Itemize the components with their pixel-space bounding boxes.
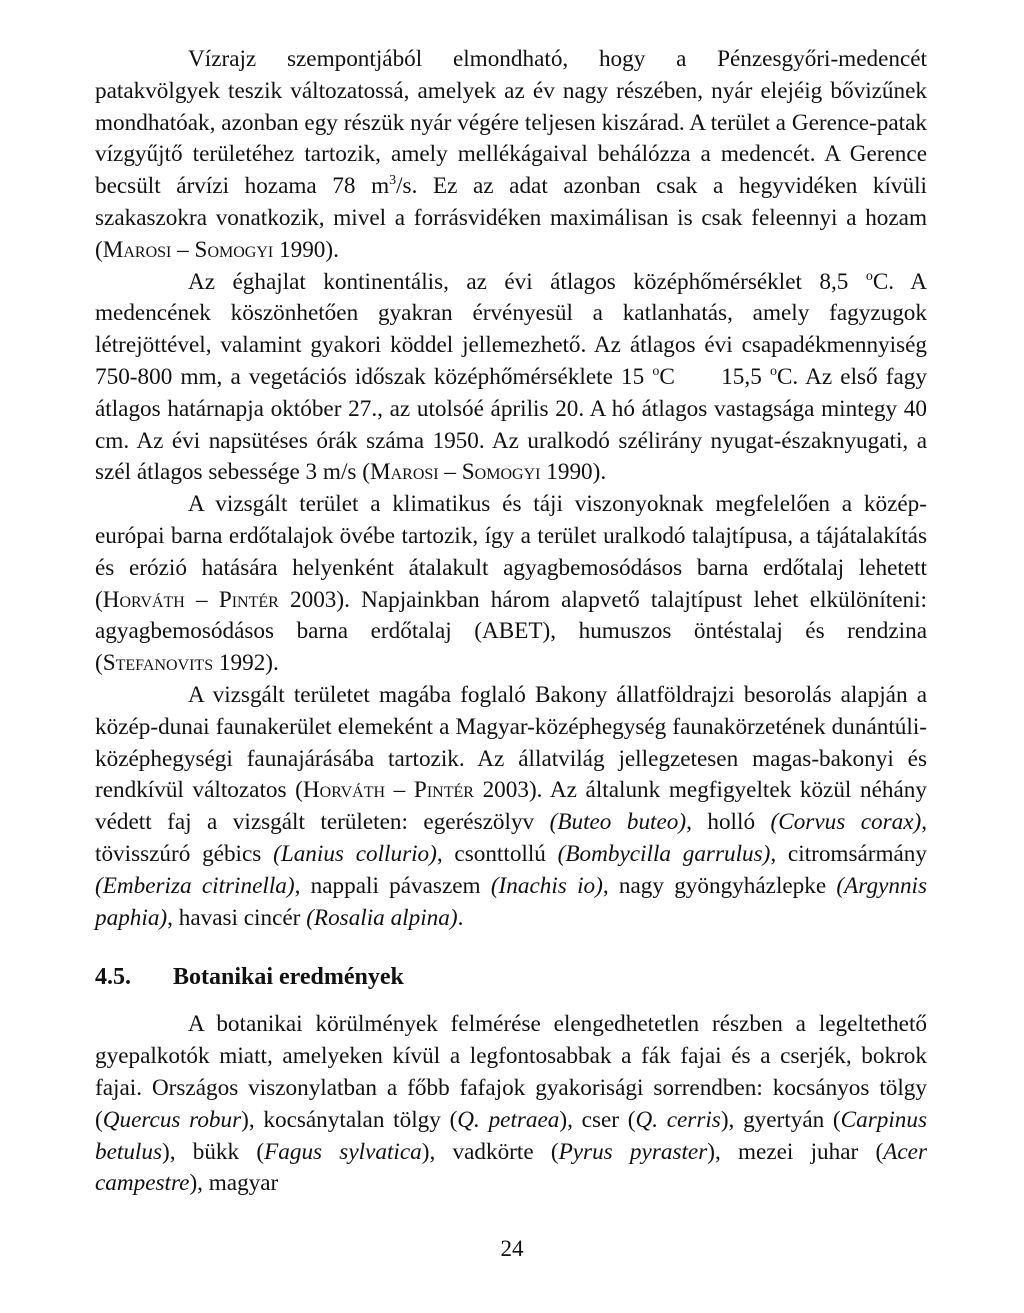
superscript: o: [769, 363, 777, 379]
paragraph-hydrography: [95, 44, 927, 267]
species-name: Quercus robur: [102, 1106, 242, 1133]
text-run: , nappali pávaszem: [294, 872, 491, 899]
paragraph-botany: [95, 1009, 927, 1200]
species-name: Acer campestre: [95, 1138, 927, 1197]
text-run: , nagy gyöngyházlepke: [602, 872, 837, 899]
section-botany-text: [95, 1009, 927, 1200]
text-run: /s. Ez az adat azonban csak a hegyvidéken kívüli szakaszokra vonatkozik, mivel a forrásvidéken maximálisan is csak feleennyi a hozam (: [95, 173, 927, 263]
text-run: ), cser (: [559, 1106, 636, 1133]
species-name: Carpinus betulus: [95, 1106, 927, 1165]
text-run: C 15,5: [659, 363, 770, 390]
text-run: C. A medencének köszönhetően gyakran érvényesül a katlanhatás, amely fagyzugok létrejöttével, valamint gyakori köddel jellemezhető. Az átlagos évi csapadékmennyiség 750-800 mm, a vegetációs időszak középhőmérséklete 15: [95, 268, 927, 390]
page-number: 24: [500, 1236, 524, 1261]
text-run: 1990).: [540, 459, 607, 486]
text-run: A vizsgált területet magába foglaló Bakony állatföldrajzi besorolás alapján a közép-dunai faunakerület elemeként a Magyar-középhegység faunakörzetének dunántúli-középhegységi faunajárásába tartozik. Az állatvilág jellegzetesen magas-bakonyi és rendkívül változatos (: [95, 681, 927, 804]
text-run: ), gyertyán (: [720, 1106, 841, 1133]
text-run: ), mezei juhar (: [707, 1138, 884, 1165]
species-name: (Buteo buteo): [549, 809, 687, 836]
text-run: 1992).: [213, 650, 279, 677]
text-run: , holló: [686, 809, 771, 836]
superscript: 3: [389, 173, 397, 189]
citation-author: Stefanovits: [102, 650, 214, 677]
text-run: 2003). Napjainkban három alapvető talajtípust lehet elkülöníteni: agyagbemosódásos barna erdőtalaj (ABET), humuszos öntéstalaj és rendzina (: [95, 586, 927, 677]
paragraph-soils: [95, 489, 927, 680]
text-run: ), kocsánytalan tölgy (: [241, 1106, 458, 1133]
text-run: ), bükk (: [161, 1138, 265, 1165]
species-name: Pyrus pyraster: [558, 1138, 708, 1165]
text-run: , havasi cincér: [167, 904, 307, 931]
text-run: , tövisszúró gébics: [95, 809, 928, 867]
species-name: (Bombycilla garrulus): [557, 840, 771, 867]
text-run: .: [457, 904, 464, 931]
text-run: A botanikai körülmények felmérése elengedhetetlen részben a legeltethető gyepalkotók miatt, amelyeken kívül a legfontosabbak a fák fajai és a cserjék, bokrok fajai. Országos viszonylatban a főbb fafajok gyakorisági sorrendben: kocsányos tölgy (: [95, 1011, 927, 1133]
species-name: (Emberiza citrinella): [95, 872, 295, 899]
species-name: Q. petraea: [457, 1106, 560, 1133]
paragraph-climate: [95, 267, 927, 490]
superscript: o: [865, 268, 873, 284]
page-body: [95, 44, 927, 1200]
species-name: Q. cerris: [635, 1106, 721, 1133]
text-run: A vizsgált terület a klimatikus és táji viszonyoknak megfelelően a közép-európai barna erdőtalajok övébe tartozik, így a terület uralkodó talajtípusa, a tájátalakítás és erózió hatására helyenként átalakult agyagbemosódásos barna erdőtalaj lehetett (: [95, 491, 927, 613]
species-name: (Inachis io): [490, 872, 603, 899]
section-heading-number: 4.5.: [95, 964, 131, 991]
species-name: (Argynnis paphia): [95, 872, 928, 931]
citation-author: Marosi – Somogyi: [369, 459, 541, 486]
citation-author: Marosi – Somogyi: [102, 236, 274, 263]
text-run: , citromsármány: [770, 840, 927, 867]
species-name: (Corvus corax): [770, 809, 922, 836]
text-run: C. Az első fagy átlagos határnapja október 27., az utolsóé április 20. A hó átlagos vastagsága mintegy 40 cm. Az évi napsütéses órák száma 1950. Az uralkodó szélirány nyugat-északnyugati, a szél átlagos sebessége 3 m/s (: [95, 363, 927, 486]
citation-author: Horváth – Pintér: [102, 586, 279, 613]
section-heading-title: Botanikai eredmények: [173, 964, 404, 991]
citation-author: Horváth – Pintér: [302, 777, 474, 804]
text-run: , csonttollú: [436, 840, 558, 867]
paragraph-fauna: [95, 680, 927, 934]
text-run: ), vadkörte (: [421, 1138, 559, 1165]
species-name: Fagus sylvatica: [264, 1138, 422, 1165]
text-run: Az éghajlat kontinentális, az évi átlagos középhőmérséklet 8,5: [188, 268, 866, 295]
section-body-text: [95, 44, 927, 934]
text-run: 1990).: [273, 236, 339, 263]
superscript: o: [652, 363, 660, 379]
text-run: ), magyar: [189, 1170, 279, 1197]
text-run: Vízrajz szempontjából elmondható, hogy a Pénzesgyőri-medencét patakvölgyek teszik változatossá, amelyek az év nagy részében, nyár elejéig bővizűnek mondhatóak, azonban egy részük nyár végére teljesen kiszárad. A terület a Gerence-patak vízgyűjtő területéhez tartozik, amely mellékágaival behálózza a medencét. A Gerence becsült árvízi hozama 78 m: [95, 46, 927, 200]
section-heading: [95, 961, 927, 993]
species-name: (Lanius collurio): [273, 840, 437, 867]
text-run: 2003). Az általunk megfigyeltek közül néhány védett faj a vizsgált területen: egerészölyv: [95, 777, 927, 836]
species-name: (Rosalia alpina): [306, 904, 458, 931]
